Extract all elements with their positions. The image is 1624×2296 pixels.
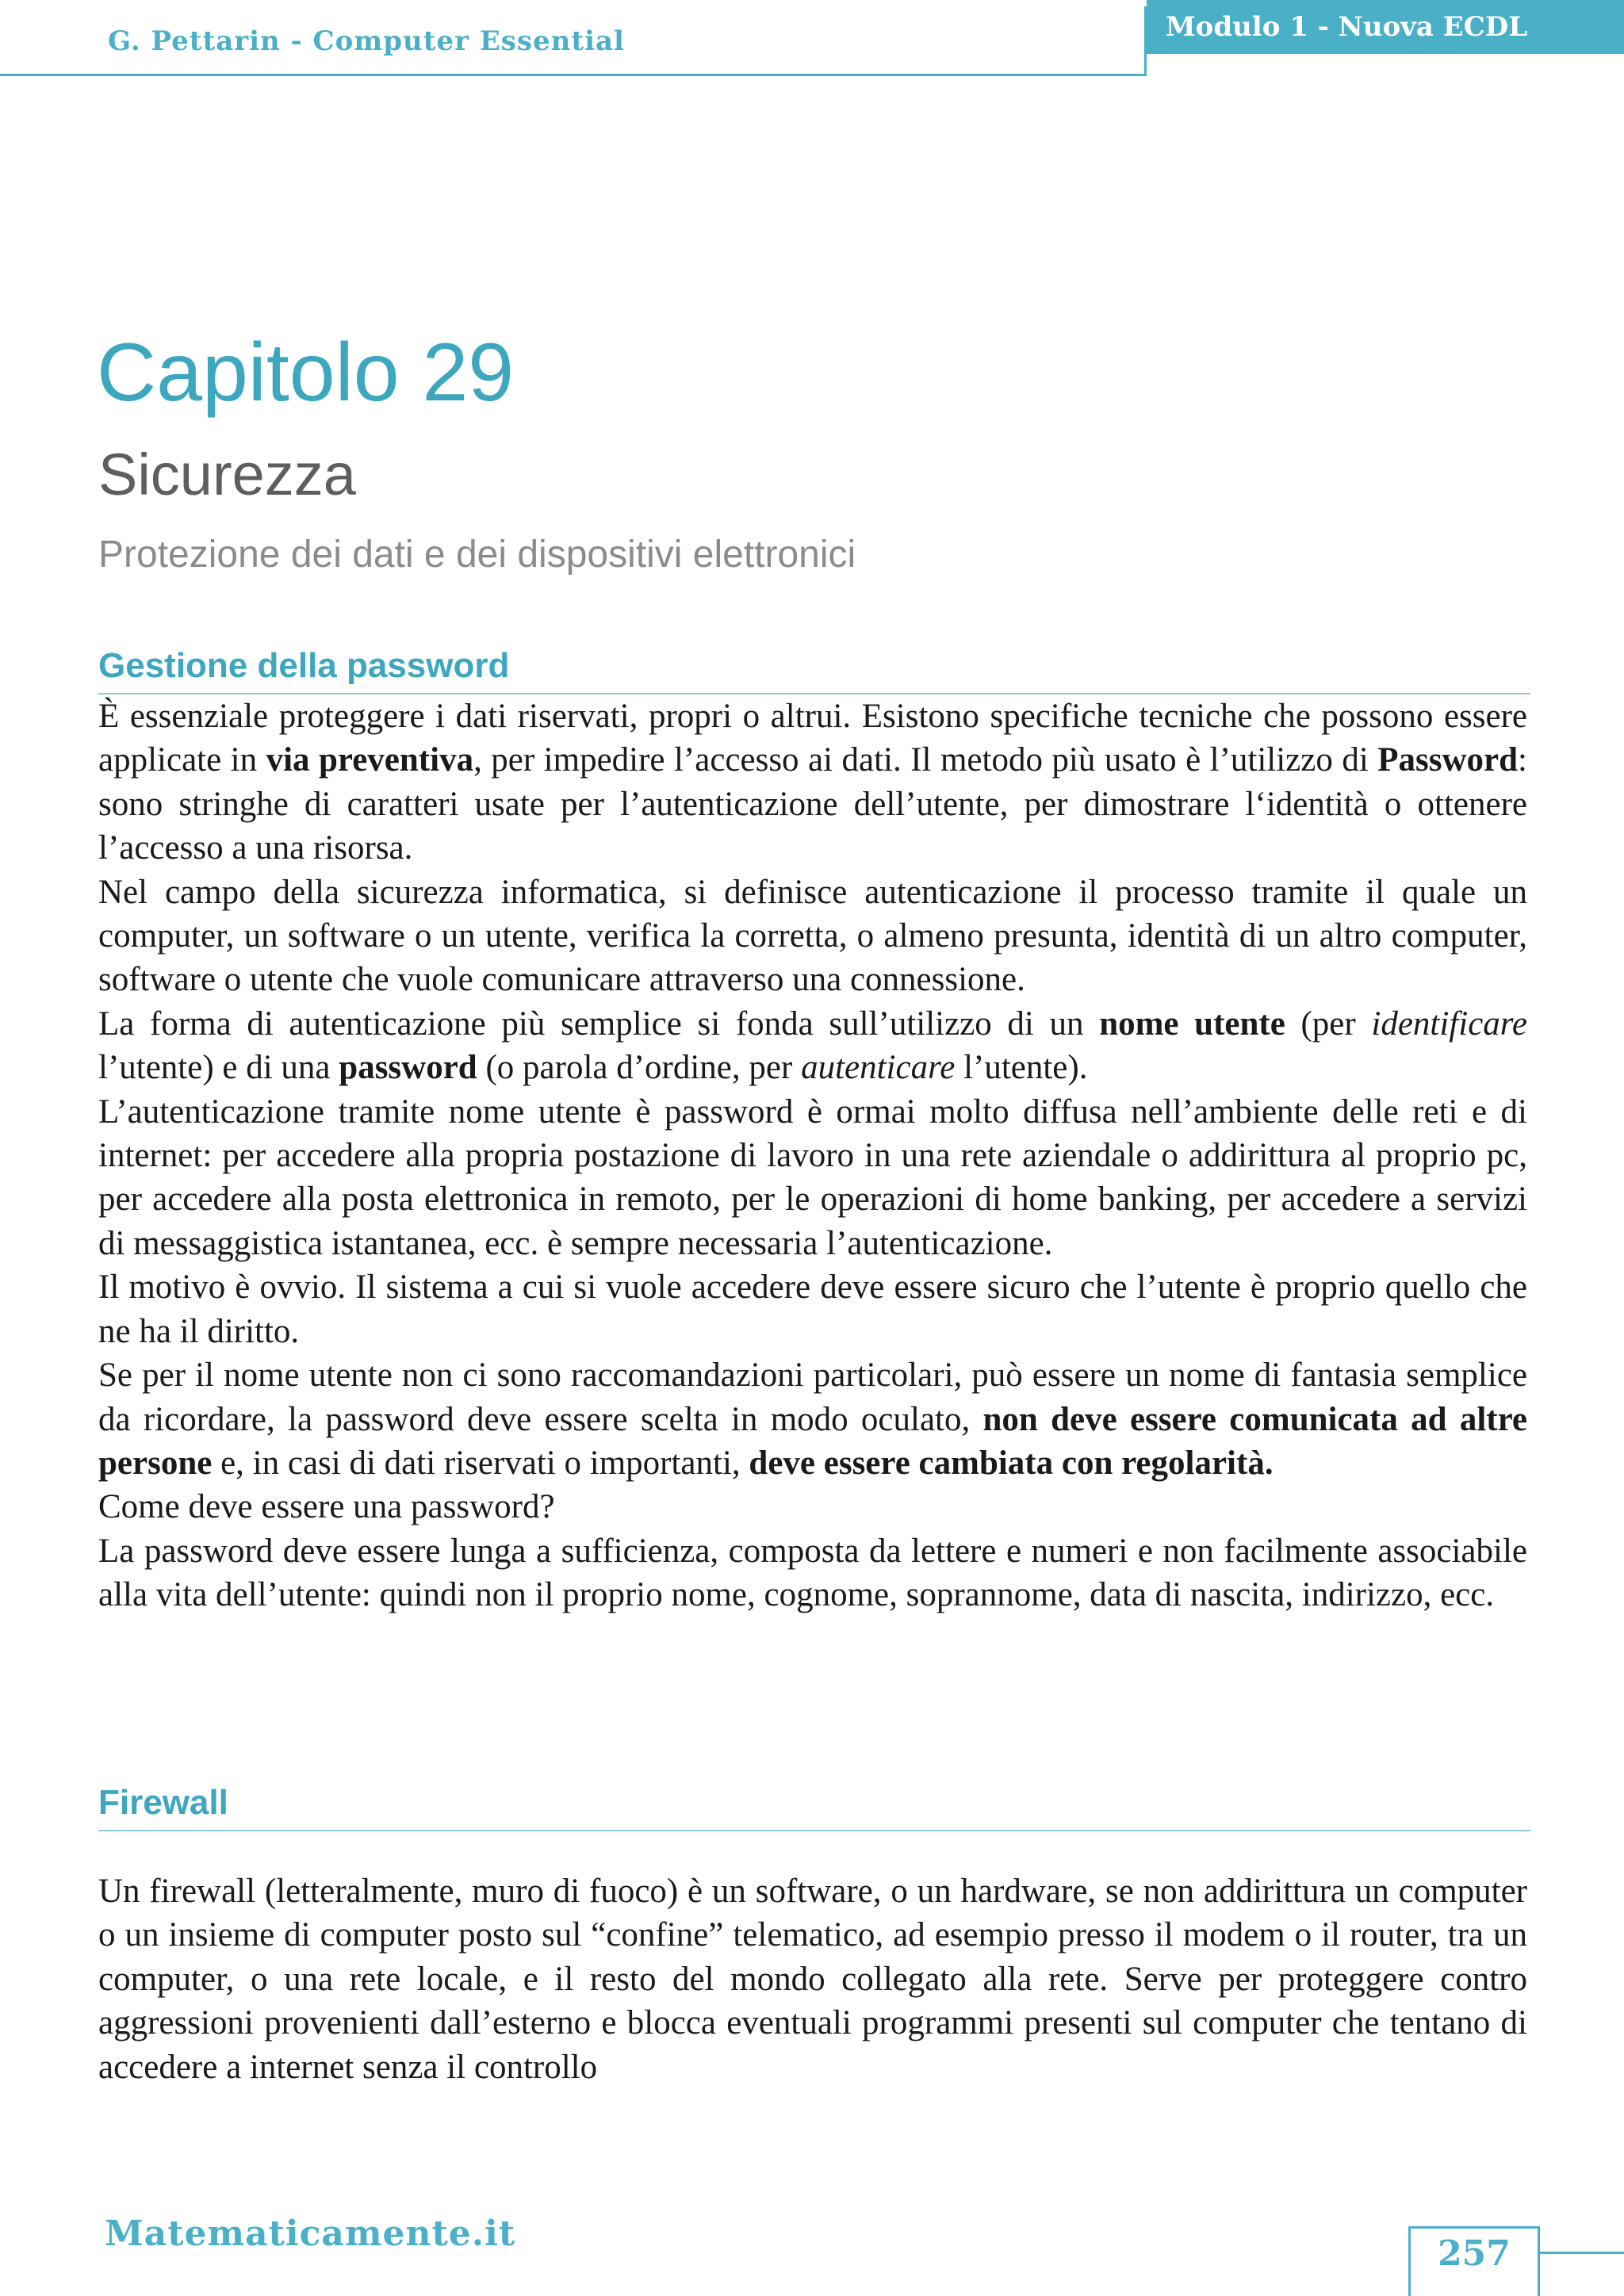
paragraph: La forma di autenticazione più semplice si fonda sull’utilizzo di un nome utente (per identificare l’utente) e di una password (o parola d’ordine, per autenticare l’utente). [98,1004,1528,1087]
paragraph: Come deve essere una password? [98,1488,555,1526]
paragraph: La password deve essere lunga a sufficienza, composta da lettere e numeri e non facilmente associabile alla vita dell’utente: quindi non il proprio nome, cognome, soprannome, data di nascita, indirizzo, ecc. [98,1532,1527,1614]
header-divider [0,74,1147,76]
header-module-badge [1147,0,1624,54]
header-author: G. Pettarin - Computer Essential [108,25,625,57]
page-number-box [1408,2226,1540,2296]
footer-site: Matematicamente.it [105,2214,516,2254]
page-number: 257 [1438,2233,1511,2274]
paragraph: L’autenticazione tramite nome utente è password è ormai molto diffusa nell’ambiente delle reti e di internet: per accedere alla propria postazione di lavoro in una rete aziendale o addirittura al proprio pc, per accedere alla posta elettronica in remoto, per le operazioni di home banking, per accedere a servizi di messaggistica istantanea, ecc. è sempre necessaria l’autenticazione. [98,1093,1527,1262]
section-heading-firewall: Firewall [98,1785,1530,1831]
paragraph: Se per il nome utente non ci sono raccomandazioni particolari, può essere un nome di fantasia semplice da ricordare, la password deve essere scelta in modo oculato, non deve essere comunicata ad altre persone e, in casi di dati riservati o importanti, deve essere cambiata con regolarità. [98,1357,1527,1482]
paragraph: Nel campo della sicurezza informatica, si definisce autenticazione il processo tramite il quale un computer, un software o un utente, verifica la corretta, o almeno presunta, identità di un altro computer, software o utente che vuole comunicare attraverso una connessione. [98,873,1527,999]
chapter-description: Protezione dei dati e dei dispositivi elettronici [98,534,856,576]
footer-divider [1538,2252,1624,2254]
section-body-firewall [98,1869,1527,2089]
header-module-label: Modulo 1 - Nuova ECDL [1166,11,1528,43]
chapter-subtitle: Sicurezza [98,442,356,507]
paragraph: È essenziale proteggere i dati riservati, propri o altrui. Esistono specifiche tecniche che possono essere applicate in via preventiva, per impedire l’accesso ai dati. Il metodo più usato è l’utilizzo di Password: sono stringhe di caratteri usate per l’autenticazione dell’utente, per dimostrare l‘identità o ottenere l’accesso a una risorsa. [98,698,1527,867]
paragraph: Il motivo è ovvio. Il sistema a cui si vuole accedere deve essere sicuro che l’utente è proprio quello che ne ha il diritto. [98,1269,1527,1350]
section-body-password [98,695,1527,1617]
section-heading-password: Gestione della password [98,649,1530,695]
paragraph: Un firewall (letteralmente, muro di fuoco) è un software, o un hardware, se non addirittura un computer o un insieme di computer posto sul “confine” telematico, ad esempio presso il modem o il router, tra un computer, o una rete locale, e il resto del mondo collegato alla rete. Serve per proteggere contro aggressioni provenienti dall’esterno e blocca eventuali programmi presenti sul computer che tentano di accedere a internet senza il controllo [98,1873,1527,2086]
chapter-title: Capitolo 29 [97,327,515,419]
